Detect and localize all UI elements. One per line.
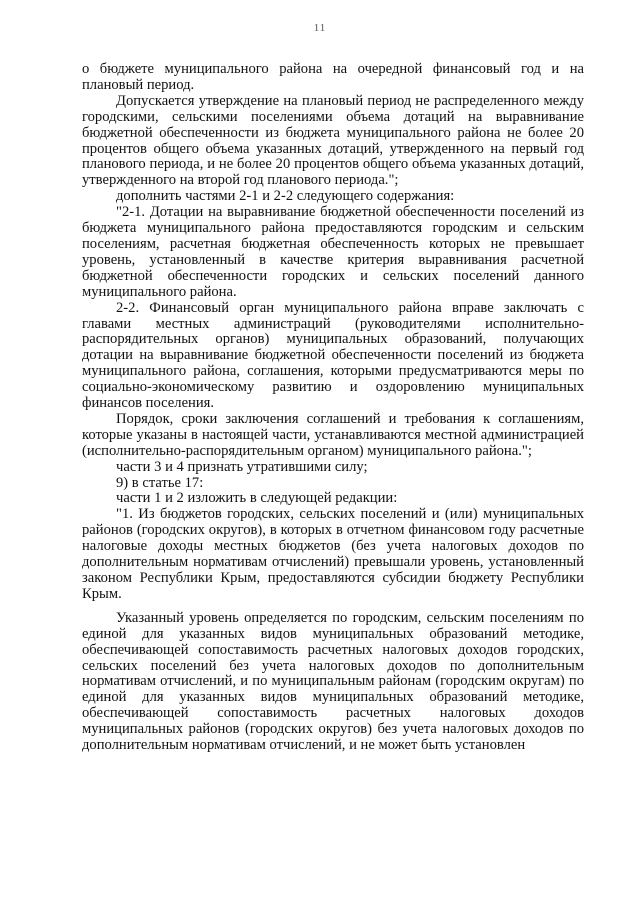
paragraph-budget-continuation: о бюджете муниципального района на очередной финансовый год и на плановый период. [82,61,584,93]
paragraph-part-1-subsidies: "1. Из бюджетов городских, сельских поселений и (или) муниципальных районов (городских округов), в которых в отчетном финансовом году расчетные налоговые доходы местных бюджетов (без учета налоговых доходов по дополнительным нормативам отчислений) превышали уровень, установленный законом Республики Крым, предоставляются субсидии бюджету Республики Крым. [82,506,584,602]
document-body [82,62,584,754]
page-number: 11 [313,22,327,34]
paragraph-part-2-2: 2-2. Финансовый орган муниципального района вправе заключать с главами местных администраций (руководителями исполнительно-распорядительных органов) муниципальных образований, получающих дотации на выравнивание бюджетной обеспеченности поселений из бюджета муниципального района, соглашения, которыми предусматриваются меры по социально-экономическому развитию и оздоровлению муниципальных финансов поселения. [82,299,584,412]
paragraph-parts-1-2-new-wording: части 1 и 2 изложить в следующей редакции: [116,490,398,507]
paragraph-planning-period-allowance: Допускается утверждение на плановый период не распределенного между городскими, сельскими поселениями объема дотаций на выравнивание бюджетной обеспеченности из бюджета муниципального района не более 20 процентов общего объема указанных дотаций, утвержденного на первый год планового периода, и не более 20 процентов общего объема указанных дотаций, утвержденного на второй год планового периода."; [82,92,584,189]
paragraph-parts-3-4-repealed: части 3 и 4 признать утратившими силу; [116,458,368,475]
paragraph-item-9-article-17: 9) в статье 17: [116,474,204,491]
paragraph-amendment-parts-2-1-2-2: дополнить частями 2-1 и 2-2 следующего содержания: [116,188,455,205]
paragraph-agreement-procedure: Порядок, сроки заключения соглашений и требования к соглашениям, которые указаны в настоящей части, устанавливаются местной администрацией (исполнительно-распорядительным органом) муниципального района."; [82,410,584,459]
paragraph-part-2-1: "2-1. Дотации на выравнивание бюджетной обеспеченности поселений из бюджета муниципального района предоставляются городским и сельским поселениям, расчетная бюджетная обеспеченность которых не превышает уровень, установленный в качестве критерия выравнивания расчетной бюджетной обеспеченности городских и сельских поселений данного муниципального района. [82,204,584,300]
paragraph-level-determination: Указанный уровень определяется по городским, сельским поселениям по единой для указанных видов муниципальных образований методике, обеспечивающей сопоставимость расчетных налоговых доходов городских, сельских поселений без учета налоговых доходов по дополнительным нормативам отчислений, и по муниципальным районам (городским округам) по единой для указанных видов муниципальных образований методике, обеспечивающей сопоставимость расчетных налоговых доходов муниципальных районов (городских округов) без учета налоговых доходов по дополнительным нормативам отчислений, и не может быть установлен [82,609,584,754]
